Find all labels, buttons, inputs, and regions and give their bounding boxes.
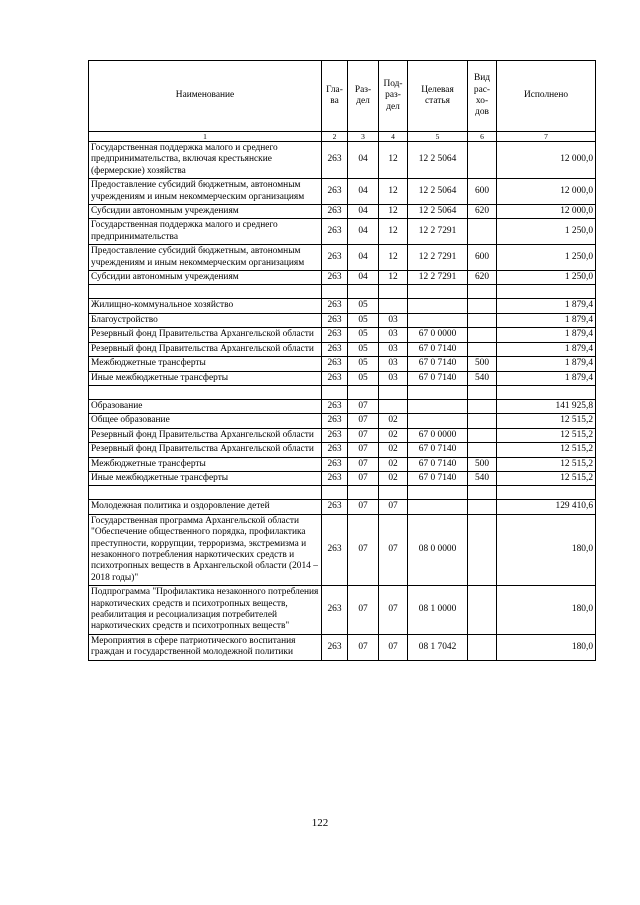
row-name: Мероприятия в сфере патриотического воспитания граждан и государственной молодежной политики	[89, 634, 322, 660]
row-chapter: 263	[322, 500, 348, 514]
table-row	[89, 586, 596, 635]
table-row	[89, 634, 596, 660]
row-executed-amount: 1 879,4	[497, 371, 596, 385]
row-executed-amount: 1 250,0	[497, 219, 596, 245]
table-row	[89, 342, 596, 356]
empty-cell	[468, 285, 497, 299]
row-chapter: 263	[322, 179, 348, 205]
row-name: Жилищно-коммунальное хозяйство	[89, 299, 322, 313]
row-expense-type	[468, 142, 497, 179]
row-section: 04	[348, 179, 379, 205]
row-executed-amount: 12 515,2	[497, 457, 596, 471]
empty-cell	[348, 385, 379, 399]
header-expense-type: Вид рас- хо- дов	[468, 61, 497, 132]
row-target-article: 67 0 7140	[408, 371, 468, 385]
row-subsection	[379, 399, 408, 413]
row-executed-amount: 12 515,2	[497, 428, 596, 442]
row-subsection: 07	[379, 500, 408, 514]
row-section: 04	[348, 142, 379, 179]
empty-separator-row	[89, 385, 596, 399]
table-row	[89, 457, 596, 471]
empty-cell	[89, 385, 322, 399]
table-row	[89, 357, 596, 371]
row-section: 05	[348, 299, 379, 313]
row-expense-type	[468, 328, 497, 342]
row-chapter: 263	[322, 313, 348, 327]
row-executed-amount: 1 250,0	[497, 245, 596, 271]
table-row	[89, 219, 596, 245]
row-name: Межбюджетные трансферты	[89, 457, 322, 471]
table-header-row	[89, 61, 596, 132]
row-name: Субсидии автономным учреждениям	[89, 271, 322, 285]
row-section: 05	[348, 371, 379, 385]
row-section: 07	[348, 471, 379, 485]
empty-cell	[497, 486, 596, 500]
row-chapter: 263	[322, 514, 348, 585]
row-executed-amount: 180,0	[497, 514, 596, 585]
empty-cell	[468, 486, 497, 500]
empty-separator-row	[89, 486, 596, 500]
row-subsection: 02	[379, 428, 408, 442]
row-expense-type	[468, 500, 497, 514]
row-chapter: 263	[322, 471, 348, 485]
row-executed-amount: 12 515,2	[497, 443, 596, 457]
row-expense-type	[468, 299, 497, 313]
row-name: Резервный фонд Правительства Архангельской области	[89, 443, 322, 457]
row-expense-type	[468, 428, 497, 442]
row-target-article: 67 0 7140	[408, 357, 468, 371]
row-expense-type: 540	[468, 371, 497, 385]
row-target-article: 12 2 7291	[408, 219, 468, 245]
row-section: 07	[348, 514, 379, 585]
row-executed-amount: 12 000,0	[497, 142, 596, 179]
row-expense-type	[468, 414, 497, 428]
row-section: 04	[348, 271, 379, 285]
budget-execution-table	[88, 60, 596, 661]
row-name: Иные межбюджетные трансферты	[89, 371, 322, 385]
empty-cell	[89, 486, 322, 500]
empty-cell	[89, 285, 322, 299]
row-expense-type: 600	[468, 245, 497, 271]
row-target-article: 67 0 7140	[408, 443, 468, 457]
header-executed: Исполнено	[497, 61, 596, 132]
row-subsection: 12	[379, 245, 408, 271]
row-name: Межбюджетные трансферты	[89, 357, 322, 371]
column-number-row	[89, 132, 596, 142]
row-chapter: 263	[322, 414, 348, 428]
table-row	[89, 179, 596, 205]
row-expense-type: 500	[468, 357, 497, 371]
row-subsection: 03	[379, 313, 408, 327]
row-target-article: 12 2 5064	[408, 142, 468, 179]
row-subsection: 02	[379, 471, 408, 485]
row-executed-amount: 129 410,6	[497, 500, 596, 514]
row-subsection: 02	[379, 457, 408, 471]
row-chapter: 263	[322, 457, 348, 471]
row-chapter: 263	[322, 634, 348, 660]
row-chapter: 263	[322, 271, 348, 285]
row-name: Молодежная политика и оздоровление детей	[89, 500, 322, 514]
row-target-article: 08 1 7042	[408, 634, 468, 660]
header-subsection: Под- раз- дел	[379, 61, 408, 132]
row-expense-type	[468, 219, 497, 245]
empty-cell	[379, 385, 408, 399]
row-subsection: 03	[379, 357, 408, 371]
row-section: 05	[348, 313, 379, 327]
header-chapter: Гла- ва	[322, 61, 348, 132]
row-subsection: 12	[379, 271, 408, 285]
row-section: 05	[348, 328, 379, 342]
row-target-article	[408, 414, 468, 428]
row-chapter: 263	[322, 399, 348, 413]
table-row	[89, 371, 596, 385]
row-target-article: 12 2 7291	[408, 271, 468, 285]
row-executed-amount: 1 250,0	[497, 271, 596, 285]
empty-cell	[348, 285, 379, 299]
row-subsection: 12	[379, 142, 408, 179]
row-name: Подпрограмма "Профилактика незаконного потребления наркотических средств и психотропных веществ, реабилитация и ресоциализация потребителей наркотических средств и психотропных веществ"	[89, 586, 322, 635]
table-row	[89, 328, 596, 342]
row-expense-type	[468, 399, 497, 413]
empty-cell	[408, 486, 468, 500]
row-chapter: 263	[322, 142, 348, 179]
table-row	[89, 142, 596, 179]
row-name: Резервный фонд Правительства Архангельской области	[89, 428, 322, 442]
table-row	[89, 399, 596, 413]
header-target-article: Целевая статья	[408, 61, 468, 132]
row-name: Образование	[89, 399, 322, 413]
row-executed-amount: 141 925,8	[497, 399, 596, 413]
row-target-article: 12 2 5064	[408, 205, 468, 219]
empty-cell	[322, 385, 348, 399]
empty-cell	[468, 385, 497, 399]
row-section: 07	[348, 634, 379, 660]
empty-cell	[348, 486, 379, 500]
row-target-article	[408, 299, 468, 313]
row-name: Государственная программа Архангельской области "Обеспечение общественного порядка, профилактика преступности, коррупции, терроризма, экстремизма и незаконного потребления наркотических средств и психотропных веществ в Архангельской области (2014 – 2018 годы)"	[89, 514, 322, 585]
row-section: 05	[348, 357, 379, 371]
row-executed-amount: 1 879,4	[497, 313, 596, 327]
table-row	[89, 414, 596, 428]
column-number: 3	[348, 132, 379, 142]
row-expense-type	[468, 443, 497, 457]
table-row	[89, 313, 596, 327]
row-name: Предоставление субсидий бюджетным, автономным учреждениям и иным некоммерческим организациям	[89, 179, 322, 205]
row-section: 05	[348, 342, 379, 356]
row-name: Государственная поддержка малого и среднего предпринимательства, включая крестьянские (фермерские) хозяйства	[89, 142, 322, 179]
row-expense-type	[468, 342, 497, 356]
row-subsection: 07	[379, 514, 408, 585]
row-subsection: 12	[379, 179, 408, 205]
column-number: 6	[468, 132, 497, 142]
row-name: Общее образование	[89, 414, 322, 428]
row-expense-type: 500	[468, 457, 497, 471]
empty-cell	[408, 285, 468, 299]
header-name: Наименование	[89, 61, 322, 132]
row-target-article: 08 1 0000	[408, 586, 468, 635]
empty-separator-row	[89, 285, 596, 299]
row-section: 07	[348, 428, 379, 442]
empty-cell	[379, 486, 408, 500]
row-executed-amount: 1 879,4	[497, 357, 596, 371]
row-subsection: 12	[379, 219, 408, 245]
row-section: 07	[348, 414, 379, 428]
row-target-article: 67 0 7140	[408, 457, 468, 471]
row-subsection	[379, 299, 408, 313]
row-target-article	[408, 399, 468, 413]
column-number: 5	[408, 132, 468, 142]
row-section: 04	[348, 205, 379, 219]
row-expense-type	[468, 586, 497, 635]
page-number: 122	[311, 817, 329, 829]
row-target-article: 67 0 7140	[408, 342, 468, 356]
row-name: Предоставление субсидий бюджетным, автономным учреждениям и иным некоммерческим организациям	[89, 245, 322, 271]
row-name: Субсидии автономным учреждениям	[89, 205, 322, 219]
empty-cell	[379, 285, 408, 299]
row-executed-amount: 12 000,0	[497, 205, 596, 219]
column-number: 2	[322, 132, 348, 142]
row-chapter: 263	[322, 371, 348, 385]
table-row	[89, 428, 596, 442]
column-number: 1	[89, 132, 322, 142]
table-row	[89, 471, 596, 485]
column-number: 4	[379, 132, 408, 142]
header-section: Раз- дел	[348, 61, 379, 132]
row-executed-amount: 180,0	[497, 634, 596, 660]
row-chapter: 263	[322, 342, 348, 356]
row-chapter: 263	[322, 205, 348, 219]
row-target-article: 67 0 0000	[408, 328, 468, 342]
row-section: 04	[348, 245, 379, 271]
row-executed-amount: 12 515,2	[497, 414, 596, 428]
row-subsection: 02	[379, 414, 408, 428]
row-chapter: 263	[322, 357, 348, 371]
row-executed-amount: 12 000,0	[497, 179, 596, 205]
row-expense-type: 540	[468, 471, 497, 485]
row-target-article	[408, 500, 468, 514]
row-chapter: 263	[322, 586, 348, 635]
row-target-article	[408, 313, 468, 327]
row-expense-type	[468, 514, 497, 585]
table-row	[89, 299, 596, 313]
row-executed-amount: 1 879,4	[497, 328, 596, 342]
row-name: Иные межбюджетные трансферты	[89, 471, 322, 485]
column-number: 7	[497, 132, 596, 142]
row-chapter: 263	[322, 428, 348, 442]
row-target-article: 08 0 0000	[408, 514, 468, 585]
row-expense-type	[468, 313, 497, 327]
empty-cell	[497, 285, 596, 299]
row-subsection: 02	[379, 443, 408, 457]
row-expense-type	[468, 634, 497, 660]
row-executed-amount: 1 879,4	[497, 299, 596, 313]
row-section: 07	[348, 443, 379, 457]
row-section: 07	[348, 399, 379, 413]
row-executed-amount: 12 515,2	[497, 471, 596, 485]
row-subsection: 03	[379, 371, 408, 385]
row-chapter: 263	[322, 219, 348, 245]
table-row	[89, 514, 596, 585]
table-row	[89, 205, 596, 219]
empty-cell	[408, 385, 468, 399]
row-target-article: 12 2 7291	[408, 245, 468, 271]
row-subsection: 07	[379, 634, 408, 660]
row-section: 07	[348, 586, 379, 635]
row-name: Государственная поддержка малого и среднего предпринимательства	[89, 219, 322, 245]
row-target-article: 12 2 5064	[408, 179, 468, 205]
row-subsection: 07	[379, 586, 408, 635]
row-chapter: 263	[322, 245, 348, 271]
empty-cell	[322, 486, 348, 500]
empty-cell	[497, 385, 596, 399]
row-name: Резервный фонд Правительства Архангельской области	[89, 342, 322, 356]
row-section: 07	[348, 500, 379, 514]
table-row	[89, 271, 596, 285]
row-name: Благоустройство	[89, 313, 322, 327]
row-executed-amount: 180,0	[497, 586, 596, 635]
row-executed-amount: 1 879,4	[497, 342, 596, 356]
row-subsection: 12	[379, 205, 408, 219]
row-chapter: 263	[322, 443, 348, 457]
row-section: 04	[348, 219, 379, 245]
row-name: Резервный фонд Правительства Архангельской области	[89, 328, 322, 342]
row-target-article: 67 0 0000	[408, 428, 468, 442]
row-expense-type: 620	[468, 271, 497, 285]
table-row	[89, 443, 596, 457]
row-expense-type: 600	[468, 179, 497, 205]
row-expense-type: 620	[468, 205, 497, 219]
table-row	[89, 500, 596, 514]
row-subsection: 03	[379, 342, 408, 356]
table-row	[89, 245, 596, 271]
empty-cell	[322, 285, 348, 299]
row-subsection: 03	[379, 328, 408, 342]
row-chapter: 263	[322, 299, 348, 313]
row-chapter: 263	[322, 328, 348, 342]
table-body	[89, 142, 596, 661]
row-section: 07	[348, 457, 379, 471]
row-target-article: 67 0 7140	[408, 471, 468, 485]
